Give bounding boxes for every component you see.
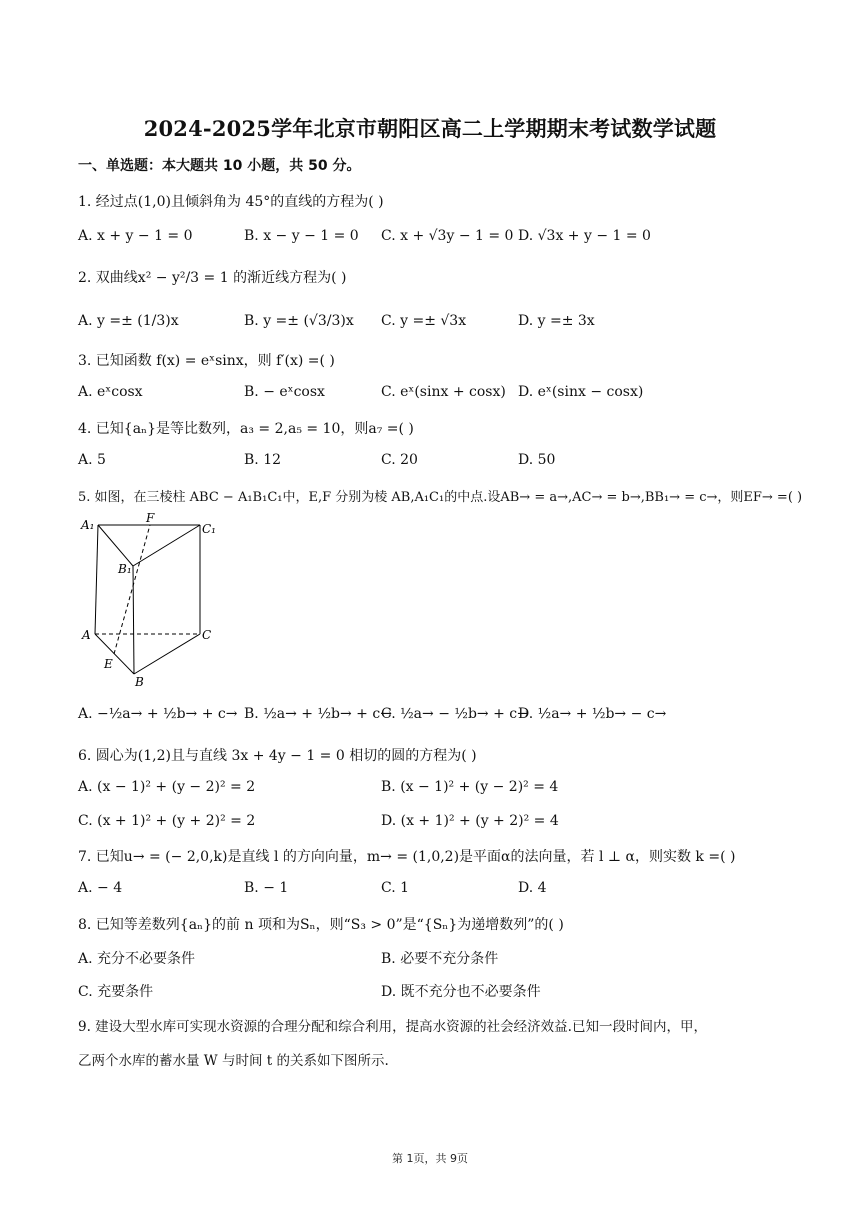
- page-title: 2024-2025学年北京市朝阳区高二上学期期末考试数学试题: [143, 116, 717, 141]
- label-a1: A₁: [81, 518, 95, 532]
- question-2-option-b: B. y =± (√3/3)x: [244, 313, 354, 329]
- question-3-option-c: C. eˣ(sinx + cosx): [381, 384, 506, 400]
- label-a: A: [82, 628, 91, 642]
- question-2-option-c: C. y =± √3x: [381, 313, 467, 329]
- question-8-option-c: C. 充要条件: [78, 984, 154, 1000]
- question-4-stem: 4. 已知{aₙ}是等比数列，a₃ = 2,a₅ = 10，则a₇ =( ): [78, 421, 414, 437]
- question-3-option-a: A. eˣcosx: [78, 384, 143, 400]
- question-2-option-a: A. y =± (1/3)x: [78, 313, 179, 329]
- question-8-option-a: A. 充分不必要条件: [78, 951, 196, 967]
- question-7-option-b: B. − 1: [244, 880, 289, 896]
- question-2-stem: 2. 双曲线x² − y²/3 = 1 的渐近线方程为( ): [78, 270, 347, 286]
- question-5-stem: 5. 如图，在三棱柱 ABC − A₁B₁C₁中，E,F 分别为棱 AB,A₁C₁的中点.设AB→ = a→,AC→ = b→,BB₁→ = c→，则EF→ =( ): [78, 490, 803, 505]
- question-6-option-c: C. (x + 1)² + (y + 2)² = 2: [78, 813, 256, 829]
- question-6-option-a: A. (x − 1)² + (y − 2)² = 2: [78, 779, 256, 795]
- question-7-option-c: C. 1: [381, 880, 410, 896]
- question-7-option-d: D. 4: [518, 880, 547, 896]
- question-7-option-a: A. − 4: [78, 880, 123, 896]
- page-footer: 第 1页，共 9页: [392, 1152, 468, 1165]
- question-1-option-d: D. √3x + y − 1 = 0: [518, 228, 651, 244]
- question-4-option-b: B. 12: [244, 452, 282, 468]
- label-c1: C₁: [202, 522, 216, 536]
- question-5-option-c: C. ½a→ − ½b→ + c→: [381, 706, 529, 722]
- section-header: 一、单选题：本大题共 10 小题，共 50 分。: [78, 158, 361, 174]
- question-5-option-a: A. −½a→ + ½b→ + c→: [78, 706, 238, 722]
- question-3-option-d: D. eˣ(sinx − cosx): [518, 384, 644, 400]
- question-4-option-d: D. 50: [518, 452, 556, 468]
- question-8-option-d: D. 既不充分也不必要条件: [381, 984, 541, 1000]
- question-9-line-1: 9. 建设大型水库可实现水资源的合理分配和综合利用，提高水资源的社会经济效益.已知一段时间内，甲，: [78, 1019, 707, 1035]
- question-1-stem: 1. 经过点(1,0)且倾斜角为 45°的直线的方程为( ): [78, 194, 384, 210]
- label-c: C: [202, 628, 212, 642]
- question-6-option-d: D. (x + 1)² + (y + 2)² = 4: [381, 813, 559, 829]
- question-3-stem: 3. 已知函数 f(x) = eˣsinx，则 f′(x) =( ): [78, 353, 335, 369]
- question-8-stem: 8. 已知等差数列{aₙ}的前 n 项和为Sₙ，则“S₃ > 0”是“{Sₙ}为递增数列”的( ): [78, 917, 564, 933]
- question-8-option-b: B. 必要不充分条件: [381, 951, 499, 967]
- question-7-stem: 7. 已知u→ = (− 2,0,k)是直线 l 的方向向量，m→ = (1,0,2)是平面α的法向量，若 l ⊥ α，则实数 k =( ): [78, 849, 736, 865]
- question-1-option-c: C. x + √3y − 1 = 0: [381, 228, 514, 244]
- label-b1: B₁: [118, 562, 132, 576]
- question-5-option-b: B. ½a→ + ½b→ + c→: [244, 706, 392, 722]
- question-5-option-d: D. ½a→ + ½b→ − c→: [518, 706, 667, 722]
- question-3-option-b: B. − eˣcosx: [244, 384, 325, 400]
- label-f: F: [146, 511, 155, 525]
- question-1-option-a: A. x + y − 1 = 0: [78, 228, 193, 244]
- question-9-line-2: 乙两个水库的蓄水量 W 与时间 t 的关系如下图所示.: [78, 1053, 389, 1069]
- label-e: E: [104, 657, 113, 671]
- question-4-option-c: C. 20: [381, 452, 418, 468]
- question-2-option-d: D. y =± 3x: [518, 313, 595, 329]
- label-b: B: [135, 675, 144, 689]
- question-4-option-a: A. 5: [78, 452, 106, 468]
- question-6-stem: 6. 圆心为(1,2)且与直线 3x + 4y − 1 = 0 相切的圆的方程为( ): [78, 748, 477, 764]
- question-6-option-b: B. (x − 1)² + (y − 2)² = 4: [381, 779, 559, 795]
- question-1-option-b: B. x − y − 1 = 0: [244, 228, 359, 244]
- prism-figure: [78, 511, 223, 691]
